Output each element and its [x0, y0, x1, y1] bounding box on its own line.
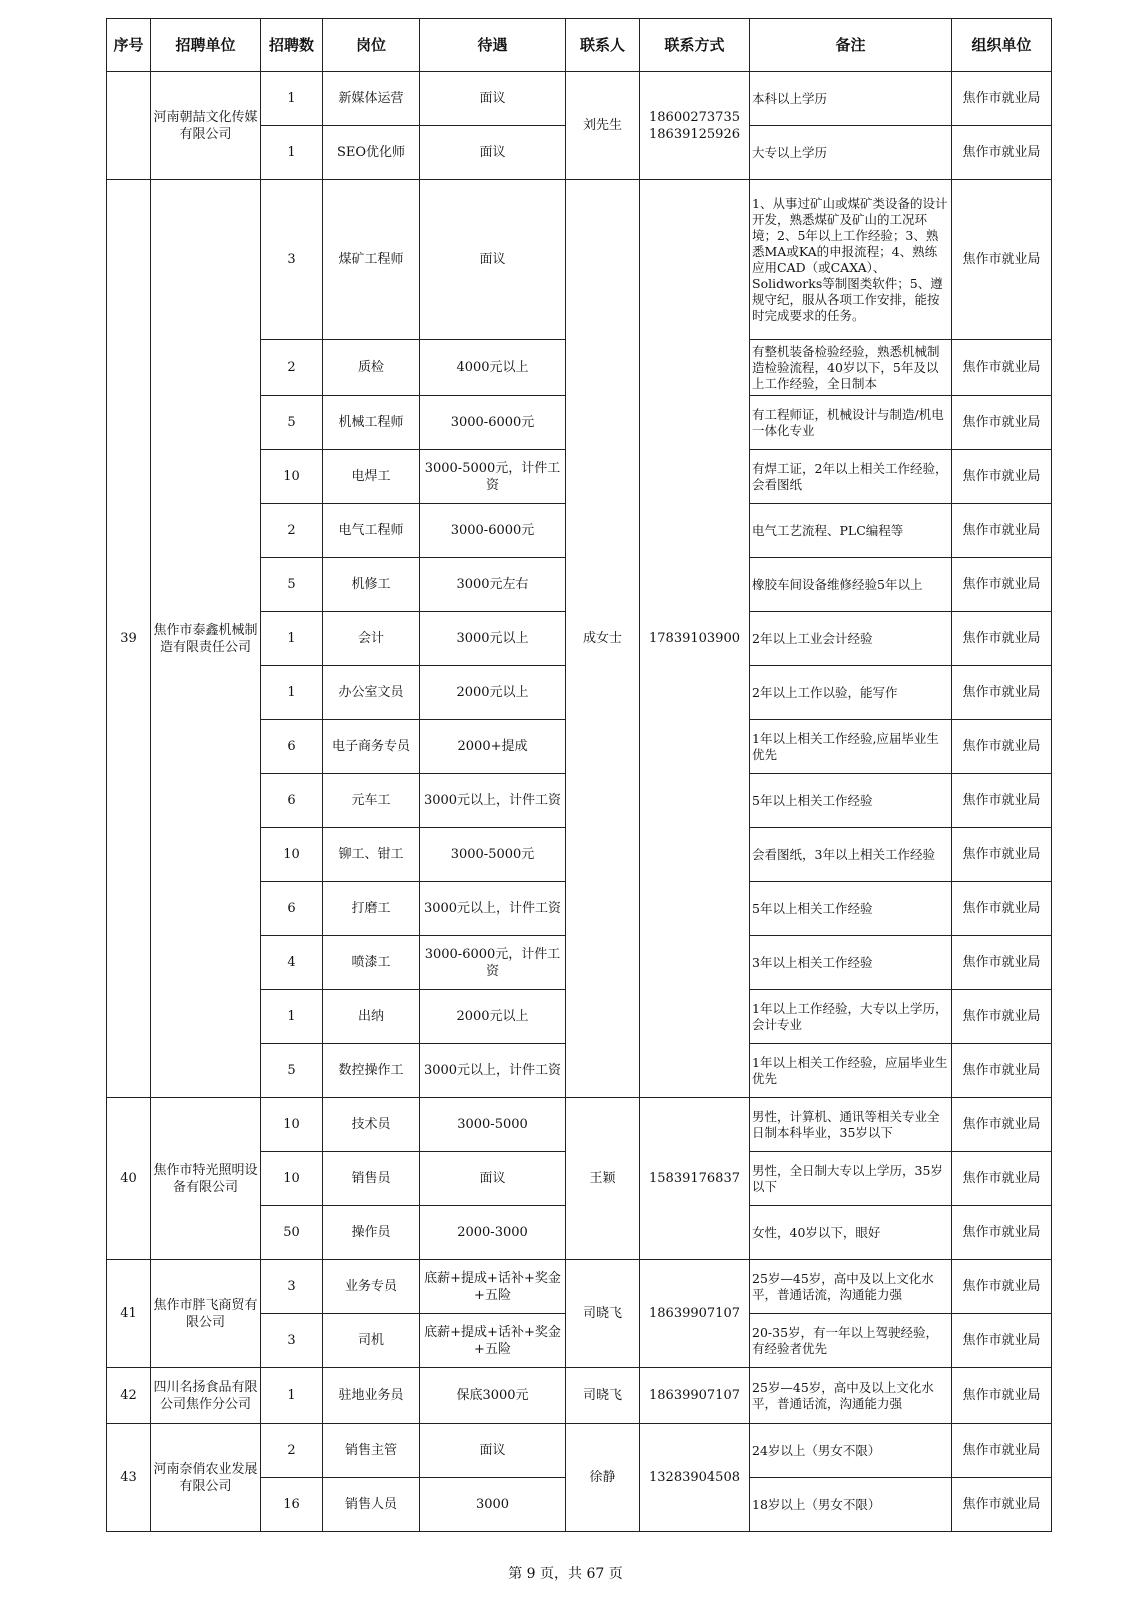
salary: 3000-6000元，计件工资: [420, 936, 566, 990]
contact-person: 司晓飞: [566, 1260, 640, 1368]
remarks: 1、从事过矿山或煤矿类设备的设计开发，熟悉煤矿及矿山的工况环境；2、5年以上工作经验；3、熟悉MA或KA的申报流程；4、熟练应用CAD（或CAXA）、Solidworks等制图类软件；5、遵规守纪，服从各项工作安排，能按时完成要求的任务。: [750, 180, 952, 340]
hire-count: 6: [261, 882, 323, 936]
remarks: 3年以上相关工作经验: [750, 936, 952, 990]
remarks: 男性，计算机、通讯等相关专业全日制本科毕业，35岁以下: [750, 1098, 952, 1152]
table-row: [107, 1424, 1052, 1478]
hire-count: 6: [261, 720, 323, 774]
hire-count: 2: [261, 504, 323, 558]
salary: 3000-6000元: [420, 504, 566, 558]
organizer: 焦作市就业局: [952, 504, 1052, 558]
header-org: 组织单位: [952, 19, 1052, 72]
organizer: 焦作市就业局: [952, 990, 1052, 1044]
remarks: 18岁以上（男女不限）: [750, 1478, 952, 1532]
organizer: 焦作市就业局: [952, 1206, 1052, 1260]
remarks: 男性，全日制大专以上学历，35岁以下: [750, 1152, 952, 1206]
hire-count: 1: [261, 1368, 323, 1424]
remarks: 24岁以上（男女不限）: [750, 1424, 952, 1478]
organizer: 焦作市就业局: [952, 126, 1052, 180]
job-post: 销售主管: [323, 1424, 420, 1478]
remarks: 2年以上工业会计经验: [750, 612, 952, 666]
organizer: 焦作市就业局: [952, 774, 1052, 828]
organizer: 焦作市就业局: [952, 1098, 1052, 1152]
remarks: 5年以上相关工作经验: [750, 882, 952, 936]
salary: 2000+提成: [420, 720, 566, 774]
header-pay: 待遇: [420, 19, 566, 72]
contact-phone: 18639907107: [640, 1260, 750, 1368]
hire-count: 1: [261, 666, 323, 720]
salary: 3000-5000元: [420, 828, 566, 882]
job-post: 技术员: [323, 1098, 420, 1152]
hire-count: 5: [261, 396, 323, 450]
organizer: 焦作市就业局: [952, 558, 1052, 612]
job-post: 机械工程师: [323, 396, 420, 450]
table-row: [107, 1260, 1052, 1314]
job-post: 销售人员: [323, 1478, 420, 1532]
hire-count: 1: [261, 612, 323, 666]
remarks: 女性，40岁以下，眼好: [750, 1206, 952, 1260]
salary: 面议: [420, 72, 566, 126]
salary: 4000元以上: [420, 340, 566, 396]
contact-person: 王颖: [566, 1098, 640, 1260]
salary: 2000元以上: [420, 666, 566, 720]
hire-count: 4: [261, 936, 323, 990]
job-post: 喷漆工: [323, 936, 420, 990]
job-post: 驻地业务员: [323, 1368, 420, 1424]
table-row: [107, 1368, 1052, 1424]
job-post: 数控操作工: [323, 1044, 420, 1098]
job-post: SEO优化师: [323, 126, 420, 180]
salary: 3000-5000: [420, 1098, 566, 1152]
hire-count: 10: [261, 828, 323, 882]
organizer: 焦作市就业局: [952, 72, 1052, 126]
job-post: 打磨工: [323, 882, 420, 936]
contact-person: 司晓飞: [566, 1368, 640, 1424]
remarks: 橡胶车间设备维修经验5年以上: [750, 558, 952, 612]
hire-count: 50: [261, 1206, 323, 1260]
job-post: 机修工: [323, 558, 420, 612]
hire-count: 5: [261, 1044, 323, 1098]
table-row: [107, 180, 1052, 340]
organizer: 焦作市就业局: [952, 1368, 1052, 1424]
job-post: 办公室文员: [323, 666, 420, 720]
header-no: 序号: [107, 19, 151, 72]
organizer: 焦作市就业局: [952, 666, 1052, 720]
job-post: 业务专员: [323, 1260, 420, 1314]
organizer: 焦作市就业局: [952, 1314, 1052, 1368]
company-name: 焦作市特光照明设备有限公司: [151, 1098, 261, 1260]
remarks: 电气工艺流程、PLC编程等: [750, 504, 952, 558]
contact-person: 成女士: [566, 180, 640, 1098]
organizer: 焦作市就业局: [952, 180, 1052, 340]
contact-person: 徐静: [566, 1424, 640, 1532]
company-name: 河南奈俏农业发展有限公司: [151, 1424, 261, 1532]
remarks: 2年以上工作以验，能写作: [750, 666, 952, 720]
remarks: 本科以上学历: [750, 72, 952, 126]
organizer: 焦作市就业局: [952, 450, 1052, 504]
remarks: 5年以上相关工作经验: [750, 774, 952, 828]
organizer: 焦作市就业局: [952, 828, 1052, 882]
salary: 保底3000元: [420, 1368, 566, 1424]
hire-count: 10: [261, 450, 323, 504]
job-post: 销售员: [323, 1152, 420, 1206]
job-post: 铆工、钳工: [323, 828, 420, 882]
salary: 3000元以上，计件工资: [420, 882, 566, 936]
contact-phone: 18600273735 18639125926: [640, 72, 750, 180]
hire-count: 1: [261, 990, 323, 1044]
table-row: [107, 72, 1052, 126]
header-company: 招聘单位: [151, 19, 261, 72]
salary: 面议: [420, 126, 566, 180]
remarks: 1年以上相关工作经验，应届毕业生优先: [750, 1044, 952, 1098]
salary: 面议: [420, 1424, 566, 1478]
remarks: 1年以上工作经验，大专以上学历，会计专业: [750, 990, 952, 1044]
job-post: 元车工: [323, 774, 420, 828]
job-post: 电气工程师: [323, 504, 420, 558]
page-footer: 第 9 页，共 67 页: [508, 1566, 623, 1582]
hire-count: 1: [261, 126, 323, 180]
job-post: 会计: [323, 612, 420, 666]
remarks: 大专以上学历: [750, 126, 952, 180]
contact-phone: 17839103900: [640, 180, 750, 1098]
row-number: 42: [107, 1368, 151, 1424]
recruitment-table: [106, 18, 1052, 1532]
salary: 面议: [420, 180, 566, 340]
hire-count: 2: [261, 340, 323, 396]
header-post: 岗位: [323, 19, 420, 72]
job-post: 质检: [323, 340, 420, 396]
organizer: 焦作市就业局: [952, 612, 1052, 666]
contact-phone: 18639907107: [640, 1368, 750, 1424]
organizer: 焦作市就业局: [952, 396, 1052, 450]
salary: 3000-6000元: [420, 396, 566, 450]
organizer: 焦作市就业局: [952, 1424, 1052, 1478]
header-row: [107, 19, 1052, 72]
salary: 面议: [420, 1152, 566, 1206]
hire-count: 10: [261, 1098, 323, 1152]
salary: 2000元以上: [420, 990, 566, 1044]
row-number: [107, 72, 151, 180]
salary: 底薪+提成+话补+奖金+五险: [420, 1260, 566, 1314]
company-name: 河南朝喆文化传媒有限公司: [151, 72, 261, 180]
remarks: 25岁—45岁，高中及以上文化水平，普通话流，沟通能力强: [750, 1368, 952, 1424]
salary: 3000-5000元，计件工资: [420, 450, 566, 504]
organizer: 焦作市就业局: [952, 936, 1052, 990]
hire-count: 6: [261, 774, 323, 828]
row-number: 40: [107, 1098, 151, 1260]
organizer: 焦作市就业局: [952, 1478, 1052, 1532]
organizer: 焦作市就业局: [952, 720, 1052, 774]
remarks: 会看图纸，3年以上相关工作经验: [750, 828, 952, 882]
hire-count: 10: [261, 1152, 323, 1206]
organizer: 焦作市就业局: [952, 340, 1052, 396]
remarks: 20-35岁，有一年以上驾驶经验，有经验者优先: [750, 1314, 952, 1368]
salary: 3000: [420, 1478, 566, 1532]
salary: 3000元以上，计件工资: [420, 1044, 566, 1098]
hire-count: 16: [261, 1478, 323, 1532]
table-row: [107, 1098, 1052, 1152]
header-count: 招聘数: [261, 19, 323, 72]
salary: 3000元以上，计件工资: [420, 774, 566, 828]
organizer: 焦作市就业局: [952, 1044, 1052, 1098]
organizer: 焦作市就业局: [952, 1152, 1052, 1206]
organizer: 焦作市就业局: [952, 882, 1052, 936]
hire-count: 5: [261, 558, 323, 612]
job-post: 电子商务专员: [323, 720, 420, 774]
job-post: 出纳: [323, 990, 420, 1044]
remarks: 有整机装备检验经验，熟悉机械制造检验流程，40岁以下，5年及以上工作经验，全日制本: [750, 340, 952, 396]
table-body: [107, 72, 1052, 1532]
salary: 底薪+提成+话补+奖金+五险: [420, 1314, 566, 1368]
remarks: 有焊工证，2年以上相关工作经验，会看图纸: [750, 450, 952, 504]
row-number: 41: [107, 1260, 151, 1368]
header-note: 备注: [750, 19, 952, 72]
header-phone: 联系方式: [640, 19, 750, 72]
company-name: 四川名扬食品有限公司焦作分公司: [151, 1368, 261, 1424]
row-number: 43: [107, 1424, 151, 1532]
company-name: 焦作市胖飞商贸有限公司: [151, 1260, 261, 1368]
job-post: 电焊工: [323, 450, 420, 504]
header-contact: 联系人: [566, 19, 640, 72]
salary: 3000元以上: [420, 612, 566, 666]
salary: 2000-3000: [420, 1206, 566, 1260]
contact-phone: 13283904508: [640, 1424, 750, 1532]
hire-count: 3: [261, 1314, 323, 1368]
job-post: 操作员: [323, 1206, 420, 1260]
company-name: 焦作市泰鑫机械制造有限责任公司: [151, 180, 261, 1098]
contact-person: 刘先生: [566, 72, 640, 180]
organizer: 焦作市就业局: [952, 1260, 1052, 1314]
remarks: 有工程师证，机械设计与制造/机电一体化专业: [750, 396, 952, 450]
hire-count: 2: [261, 1424, 323, 1478]
salary: 3000元左右: [420, 558, 566, 612]
job-post: 煤矿工程师: [323, 180, 420, 340]
hire-count: 3: [261, 180, 323, 340]
row-number: 39: [107, 180, 151, 1098]
hire-count: 1: [261, 72, 323, 126]
job-post: 司机: [323, 1314, 420, 1368]
contact-phone: 15839176837: [640, 1098, 750, 1260]
hire-count: 3: [261, 1260, 323, 1314]
job-post: 新媒体运营: [323, 72, 420, 126]
remarks: 1年以上相关工作经验,应届毕业生优先: [750, 720, 952, 774]
remarks: 25岁—45岁，高中及以上文化水平，普通话流，沟通能力强: [750, 1260, 952, 1314]
